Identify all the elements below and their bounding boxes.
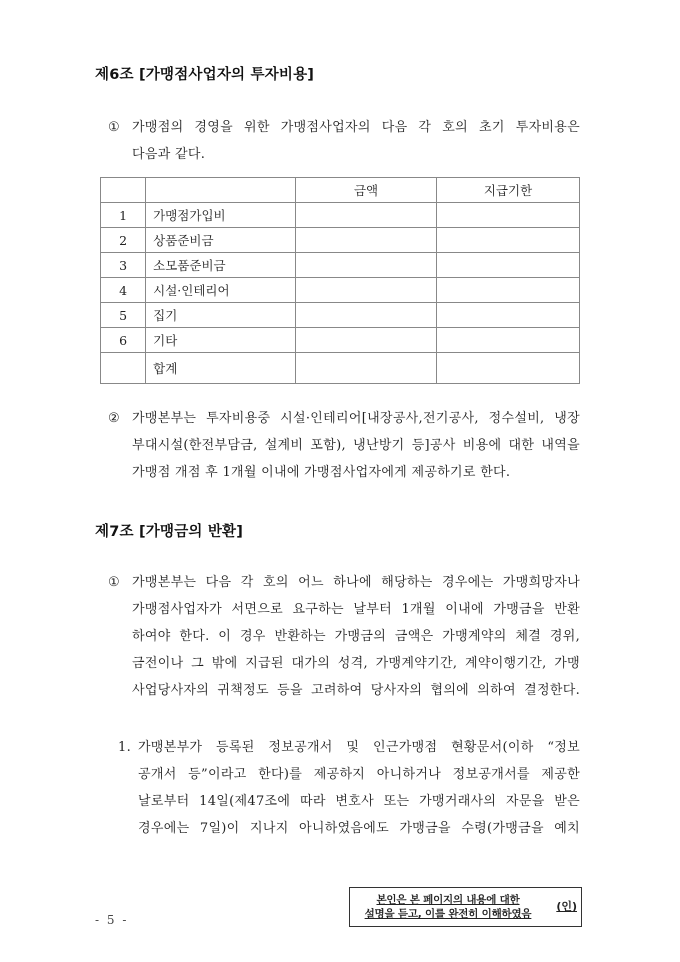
row-due-date — [437, 328, 580, 353]
header-cell-due-date: 지급기한 — [437, 178, 580, 203]
row-item: 가맹점가입비 — [146, 203, 296, 228]
row-item: 기타 — [146, 328, 296, 353]
table-row — [101, 228, 580, 253]
row-amount — [296, 278, 437, 303]
row-due-date — [437, 353, 580, 384]
header-cell — [101, 178, 146, 203]
row-amount — [296, 303, 437, 328]
table-row — [101, 328, 580, 353]
table-row — [101, 203, 580, 228]
paragraph-marker: ① — [108, 120, 120, 135]
row-item: 상품준비금 — [146, 228, 296, 253]
row-number: 5 — [101, 303, 146, 328]
table-row — [101, 303, 580, 328]
paragraph-marker: ② — [108, 411, 120, 426]
article-7-paragraph-1 — [108, 569, 580, 704]
row-amount — [296, 253, 437, 278]
row-due-date — [437, 278, 580, 303]
text-line: 공개서 등”이라고 한다)를 제공하지 아니하거나 정보공개서를 제공한 — [138, 767, 580, 782]
row-item: 집기 — [146, 303, 296, 328]
row-due-date — [437, 203, 580, 228]
page-confirmation-box — [349, 887, 582, 927]
row-due-date — [437, 253, 580, 278]
text-line: 날로부터 14일(제47조에 따라 변호사 또는 가맹거래사의 자문을 받은 — [138, 794, 580, 809]
paragraph-marker: ① — [108, 575, 120, 590]
text-line: 가맹점의 경영을 위한 가맹점사업자의 다음 각 호의 초기 투자비용은 — [132, 120, 580, 135]
text-line: 부대시설(한전부담금, 설계비 포함), 냉난방기 등]공사 비용에 대한 내역을 — [132, 438, 580, 453]
text-line: 가맹본부는 다음 각 호의 어느 하나에 해당하는 경우에는 가맹희망자나 — [132, 575, 580, 590]
row-number: 6 — [101, 328, 146, 353]
article-7-heading: 제7조 [가맹금의 반환] — [95, 524, 244, 540]
row-number — [101, 353, 146, 384]
row-amount — [296, 228, 437, 253]
article-7-item-1 — [118, 734, 580, 842]
text-line: 가맹점 개점 후 1개월 이내에 가맹점사업자에게 제공하기로 한다. — [132, 465, 511, 480]
header-cell — [146, 178, 296, 203]
table-header-row — [101, 178, 580, 203]
row-number: 1 — [101, 203, 146, 228]
row-amount — [296, 328, 437, 353]
table-row — [101, 253, 580, 278]
header-cell-amount: 금액 — [296, 178, 437, 203]
row-number: 3 — [101, 253, 146, 278]
row-amount — [296, 353, 437, 384]
row-amount — [296, 203, 437, 228]
item-marker: 1. — [118, 740, 132, 755]
page-number: - 5 - — [95, 913, 129, 927]
article-6-paragraph-1 — [108, 114, 580, 168]
article-6-paragraph-2 — [108, 405, 580, 486]
row-item-total: 합계 — [146, 353, 296, 384]
seal-mark: (인) — [556, 900, 577, 913]
row-number: 2 — [101, 228, 146, 253]
row-due-date — [437, 303, 580, 328]
text-line: 금전이나 그 밖에 지급된 대가의 성격, 가맹계약기간, 계약이행기간, 가맹 — [132, 656, 580, 671]
row-item: 소모품준비금 — [146, 253, 296, 278]
row-item: 시설·인테리어 — [146, 278, 296, 303]
text-line: 가맹본부는 투자비용중 시설·인테리어[내장공사,전기공사, 정수설비, 냉장 — [132, 411, 580, 426]
text-line: 사업당사자의 귀책정도 등을 고려하여 당사자의 협의에 의하여 결정한다. — [132, 683, 580, 698]
text-line: 경우에는 7일)이 지나지 아니하였음에도 가맹금을 수령(가맹금을 예치 — [138, 821, 580, 836]
confirmation-line: 설명을 듣고, 이를 완전히 이해하였음 — [364, 908, 532, 920]
text-line: 가맹점사업자가 서면으로 요구하는 날부터 1개월 이내에 가맹금을 반환 — [132, 602, 580, 617]
article-6-heading: 제6조 [가맹점사업자의 투자비용] — [95, 67, 315, 83]
row-due-date — [437, 228, 580, 253]
text-line: 하여야 한다. 이 경우 반환하는 가맹금의 금액은 가맹계약의 체결 경위, — [132, 629, 580, 644]
investment-cost-table — [100, 177, 580, 384]
row-number: 4 — [101, 278, 146, 303]
confirmation-text — [354, 893, 542, 921]
text-line: 가맹본부가 등록된 정보공개서 및 인근가맹점 현황문서(이하 “정보 — [138, 740, 580, 755]
text-line: 다음과 같다. — [132, 147, 206, 162]
table-row — [101, 278, 580, 303]
confirmation-line: 본인은 본 페이지의 내용에 대한 — [376, 894, 520, 906]
table-total-row — [101, 353, 580, 384]
